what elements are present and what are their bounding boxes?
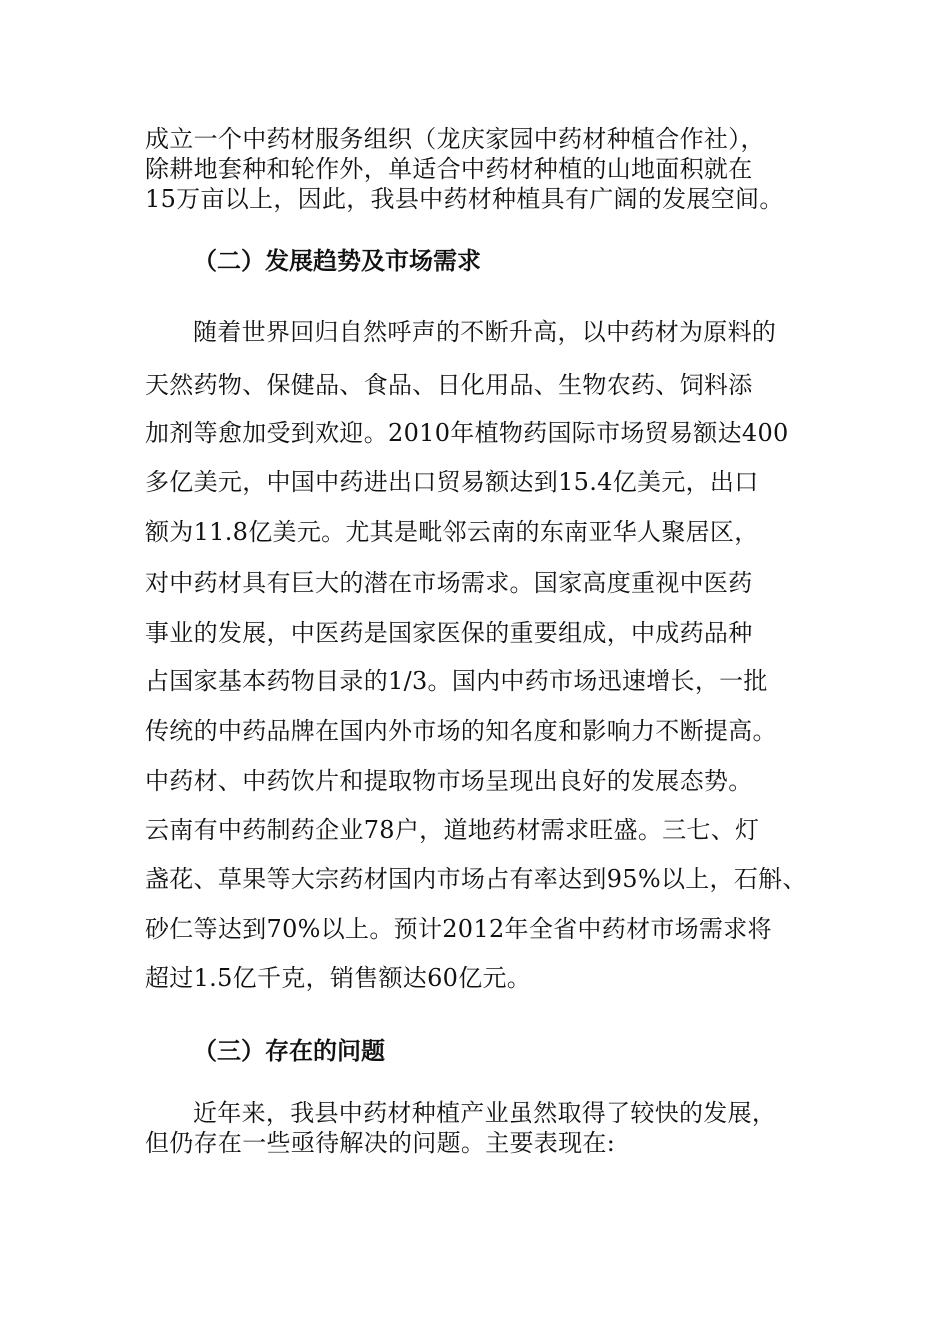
paragraph-1-line-3: 15万亩以上，因此，我县中药材种植具有广阔的发展空间。 <box>145 185 784 213</box>
section-heading-3: （三）存在的问题 <box>193 1037 385 1065</box>
paragraph-2-line-13: 砂仁等达到70%以上。预计2012年全省中药材市场需求将 <box>145 915 772 943</box>
paragraph-2-line-11: 云南有中药制药企业78户，道地药材需求旺盛。三七、灯 <box>145 816 760 844</box>
paragraph-2-line-10: 中药材、中药饮片和提取物市场呈现出良好的发展态势。 <box>145 767 753 795</box>
paragraph-2-line-4: 多亿美元，中国中药进出口贸易额达到15.4亿美元，出口 <box>145 468 759 496</box>
paragraph-2-line-1: 随着世界回归自然呼声的不断升高，以中药材为原料的 <box>193 318 777 346</box>
paragraph-2-line-9: 传统的中药品牌在国内外市场的知名度和影响力不断提高。 <box>145 717 777 745</box>
paragraph-2-line-14: 超过1.5亿千克，销售额达60亿元。 <box>145 964 532 992</box>
paragraph-2-line-5: 额为11.8亿美元。尤其是毗邻云南的东南亚华人聚居区， <box>145 518 759 546</box>
paragraph-3-line-2: 但仍存在一些亟待解决的问题。主要表现在: <box>145 1129 616 1157</box>
paragraph-3-line-1: 近年来，我县中药材种植产业虽然取得了较快的发展， <box>193 1099 777 1127</box>
paragraph-1-line-2: 除耕地套种和轮作外，单适合中药材种植的山地面积就在 <box>145 155 753 183</box>
paragraph-2-line-8: 占国家基本药物目录的1/3。国内中药市场迅速增长，一批 <box>145 667 768 695</box>
paragraph-2-line-6: 对中药材具有巨大的潜在市场需求。国家高度重视中医药 <box>145 569 753 597</box>
paragraph-2-line-3: 加剂等愈加受到欢迎。2010年植物药国际市场贸易额达400 <box>145 419 789 447</box>
paragraph-2-line-7: 事业的发展，中医药是国家医保的重要组成，中成药品种 <box>145 619 753 647</box>
paragraph-1-line-1: 成立一个中药材服务组织（龙庆家园中药材种植合作社）， <box>145 125 765 153</box>
paragraph-2-line-12: 盏花、草果等大宗药材国内市场占有率达到95%以上，石斛、 <box>145 865 807 893</box>
section-heading-2: （二）发展趋势及市场需求 <box>193 247 481 275</box>
paragraph-2-line-2: 天然药物、保健品、食品、日化用品、生物农药、饲料添 <box>145 371 753 399</box>
